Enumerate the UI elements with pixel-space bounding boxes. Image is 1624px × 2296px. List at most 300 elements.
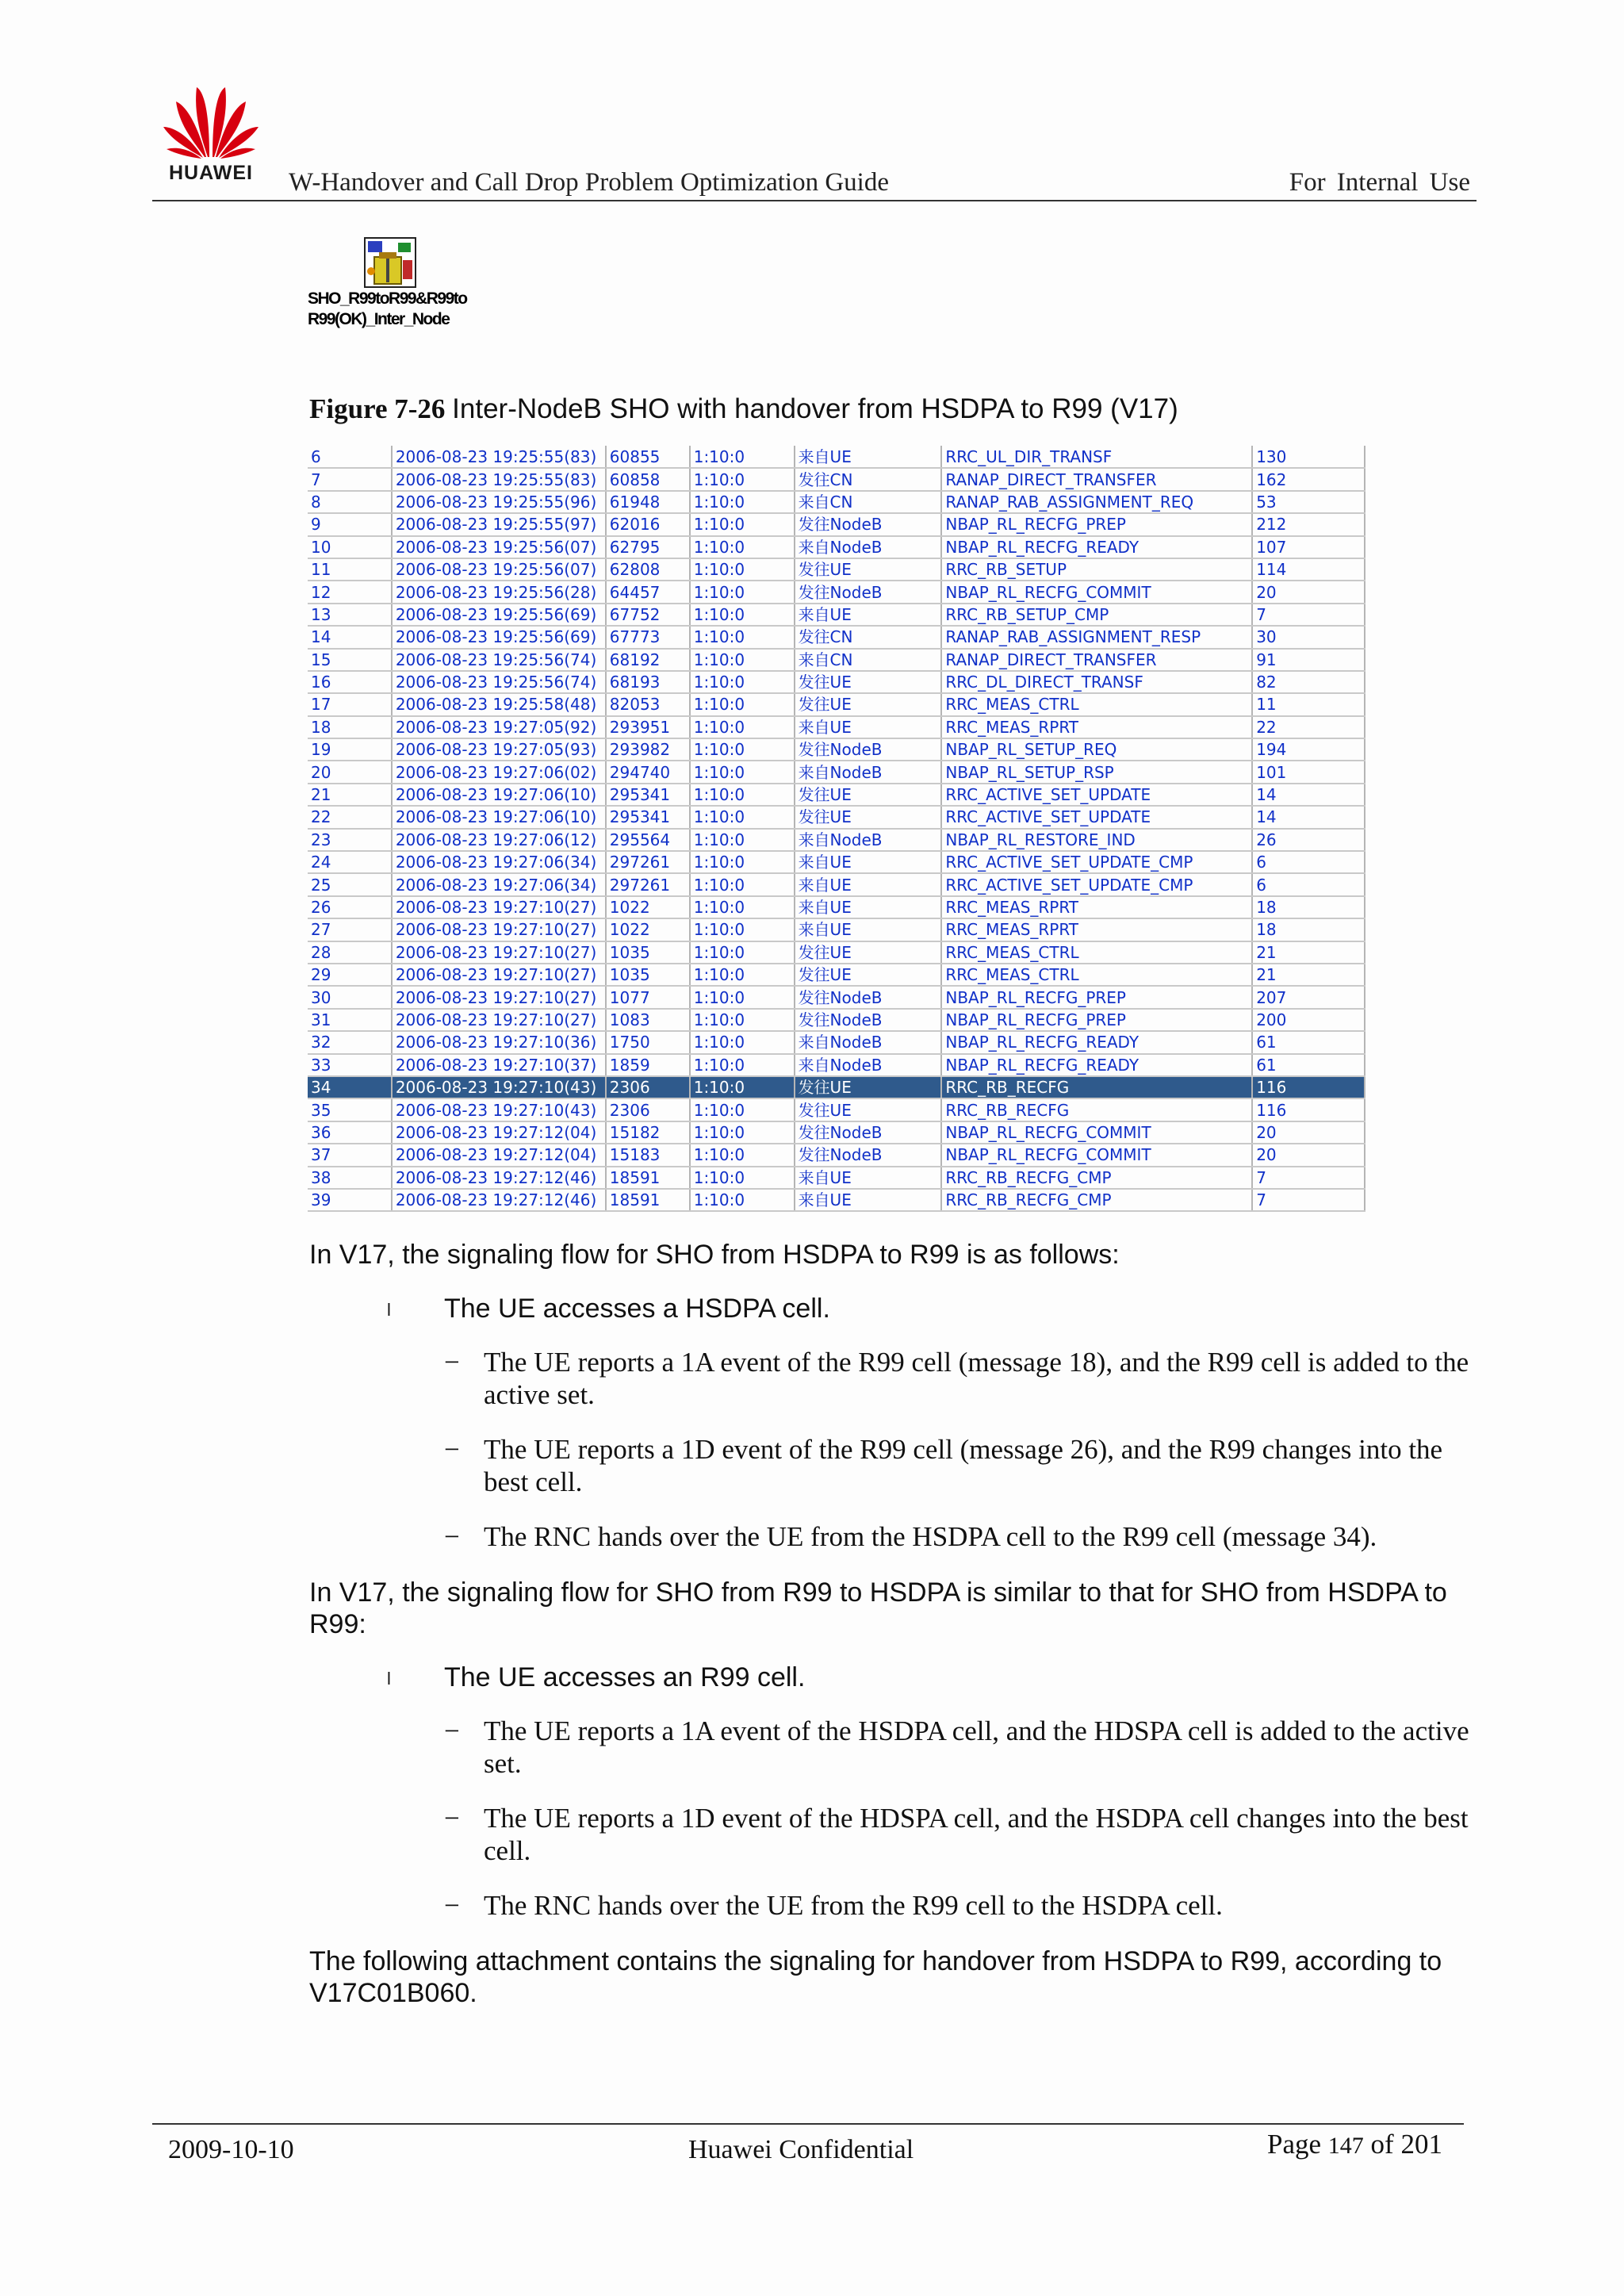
cell-length: 82 (1252, 671, 1365, 693)
cell-direction: 发往NodeB (795, 1144, 942, 1166)
cell-message: RRC_MEAS_CTRL (941, 941, 1252, 964)
cell-time: 2006-08-23 19:27:12(46) (392, 1167, 606, 1189)
cell-direction: 来自NodeB (795, 1054, 942, 1076)
cell-version: 1:10:0 (690, 1189, 795, 1211)
cell-length: 6 (1252, 873, 1365, 895)
cell-time: 2006-08-23 19:27:10(43) (392, 1076, 606, 1098)
page-number (1267, 2129, 1442, 2160)
figure-caption (309, 393, 1178, 425)
cell-direction: 发往NodeB (795, 1121, 942, 1144)
cell-id: 1035 (606, 964, 690, 986)
cell-length: 20 (1252, 1121, 1365, 1144)
cell-direction: 发往UE (795, 558, 942, 581)
cell-message: RRC_ACTIVE_SET_UPDATE_CMP (941, 851, 1252, 873)
cell-length: 101 (1252, 761, 1365, 783)
cell-id: 297261 (606, 851, 690, 873)
cell-direction: 发往CN (795, 468, 942, 490)
cell-id: 62016 (606, 513, 690, 535)
bullet-text: The UE accesses a HSDPA cell. (444, 1294, 830, 1324)
cell-length: 21 (1252, 941, 1365, 964)
sub-item-text: The UE reports a 1A event of the HSDPA cell, and the HDSPA cell is added to the active set. (484, 1715, 1469, 1779)
cell-seq: 30 (308, 986, 392, 1008)
table-row[interactable] (308, 468, 1365, 490)
cell-message: RANAP_RAB_ASSIGNMENT_RESP (941, 626, 1252, 648)
cell-version: 1:10:0 (690, 1076, 795, 1098)
cell-seq: 15 (308, 649, 392, 671)
cell-time: 2006-08-23 19:25:58(48) (392, 693, 606, 715)
footer-confidential: Huawei Confidential (688, 2135, 914, 2164)
page-prefix: Page (1267, 2129, 1328, 2160)
cell-id: 295341 (606, 806, 690, 828)
cell-id: 295341 (606, 784, 690, 806)
cell-message: RRC_ACTIVE_SET_UPDATE (941, 806, 1252, 828)
cell-time: 2006-08-23 19:25:56(07) (392, 558, 606, 581)
cell-direction: 发往UE (795, 784, 942, 806)
table-row[interactable] (308, 1009, 1365, 1031)
cell-version: 1:10:0 (690, 1098, 795, 1121)
bullet-text: The UE accesses an R99 cell. (444, 1662, 806, 1692)
table-row[interactable] (308, 851, 1365, 873)
cell-direction: 发往CN (795, 626, 942, 648)
cell-id: 68193 (606, 671, 690, 693)
table-row[interactable] (308, 1031, 1365, 1053)
classification-label: For Internal Use (1289, 168, 1470, 197)
cell-direction: 来自UE (795, 873, 942, 895)
cell-length: 130 (1252, 446, 1365, 468)
cell-id: 67773 (606, 626, 690, 648)
cell-time: 2006-08-23 19:25:56(74) (392, 649, 606, 671)
dash-mark: − (444, 1347, 460, 1378)
header-divider (152, 200, 1477, 201)
cell-length: 7 (1252, 604, 1365, 626)
cell-direction: 发往UE (795, 806, 942, 828)
cell-seq: 33 (308, 1054, 392, 1076)
cell-seq: 26 (308, 896, 392, 918)
cell-id: 68192 (606, 649, 690, 671)
table-row[interactable] (308, 671, 1365, 693)
cell-direction: 来自NodeB (795, 536, 942, 558)
attachment-filename-line2: R99(OK)_Inter_Node (308, 310, 450, 328)
cell-seq: 7 (308, 468, 392, 490)
cell-length: 194 (1252, 738, 1365, 761)
cell-time: 2006-08-23 19:25:56(69) (392, 626, 606, 648)
huawei-petals-icon (162, 82, 260, 159)
cell-length: 14 (1252, 806, 1365, 828)
cell-direction: 来自UE (795, 918, 942, 941)
bullet-item-1 (387, 1293, 830, 1326)
sub-item-1a (444, 1346, 1475, 1411)
sub-item-text: The UE reports a 1A event of the R99 cell (message 18), and the R99 cell is added to the active set. (484, 1347, 1469, 1410)
cell-length: 116 (1252, 1076, 1365, 1098)
intro-paragraph-1: In V17, the signaling flow for SHO from HSDPA to R99 is as follows: (309, 1240, 1120, 1270)
cell-id: 15182 (606, 1121, 690, 1144)
cell-id: 1083 (606, 1009, 690, 1031)
cell-time: 2006-08-23 19:27:12(04) (392, 1121, 606, 1144)
cell-time: 2006-08-23 19:25:55(97) (392, 513, 606, 535)
cell-length: 162 (1252, 468, 1365, 490)
cell-length: 7 (1252, 1189, 1365, 1211)
cell-time: 2006-08-23 19:27:10(37) (392, 1054, 606, 1076)
cell-version: 1:10:0 (690, 693, 795, 715)
cell-seq: 17 (308, 693, 392, 715)
cell-message: NBAP_RL_SETUP_RSP (941, 761, 1252, 783)
cell-message: RRC_MEAS_RPRT (941, 918, 1252, 941)
cell-direction: 来自NodeB (795, 761, 942, 783)
cell-length: 114 (1252, 558, 1365, 581)
cell-message: NBAP_RL_RECFG_COMMIT (941, 1144, 1252, 1166)
signaling-trace-table (308, 446, 1365, 1212)
cell-id: 18591 (606, 1189, 690, 1211)
dash-mark: − (444, 1521, 460, 1552)
cell-time: 2006-08-23 19:25:56(74) (392, 671, 606, 693)
cell-length: 61 (1252, 1054, 1365, 1076)
cell-id: 1022 (606, 918, 690, 941)
table-row[interactable] (308, 1098, 1365, 1121)
intro-paragraph-2: In V17, the signaling flow for SHO from R99 to HSDPA is similar to that for SHO from HSDPA to R99: (309, 1577, 1447, 1639)
cell-seq: 10 (308, 536, 392, 558)
bullet-item-2 (387, 1662, 805, 1695)
cell-direction: 发往UE (795, 964, 942, 986)
cell-seq: 38 (308, 1167, 392, 1189)
footer-divider (152, 2123, 1464, 2125)
cell-seq: 37 (308, 1144, 392, 1166)
table-row[interactable] (308, 581, 1365, 603)
table-row[interactable] (308, 446, 1365, 468)
cell-message: RRC_ACTIVE_SET_UPDATE_CMP (941, 873, 1252, 895)
sub-item-text: The RNC hands over the UE from the HSDPA cell to the R99 cell (message 34). (484, 1521, 1377, 1552)
sub-item-1c (444, 1520, 1475, 1553)
cell-time: 2006-08-23 19:27:06(34) (392, 873, 606, 895)
cell-message: RRC_MEAS_RPRT (941, 896, 1252, 918)
cell-version: 1:10:0 (690, 761, 795, 783)
cell-message: RRC_MEAS_CTRL (941, 693, 1252, 715)
dash-mark: − (444, 1434, 460, 1465)
sub-item-text: The UE reports a 1D event of the HDSPA cell, and the HSDPA cell changes into the best cell. (484, 1803, 1469, 1866)
cell-direction: 来自UE (795, 851, 942, 873)
table-row[interactable] (308, 693, 1365, 715)
cell-seq: 9 (308, 513, 392, 535)
page-current: 147 (1327, 2133, 1364, 2159)
cell-id: 62808 (606, 558, 690, 581)
cell-version: 1:10:0 (690, 806, 795, 828)
table-row[interactable] (308, 941, 1365, 964)
table-row[interactable] (308, 1189, 1365, 1211)
cell-time: 2006-08-23 19:27:06(10) (392, 784, 606, 806)
table-row[interactable] (308, 761, 1365, 783)
table-row[interactable] (308, 649, 1365, 671)
sub-item-1b (444, 1433, 1475, 1498)
cell-message: RRC_RB_RECFG_CMP (941, 1167, 1252, 1189)
cell-id: 1035 (606, 941, 690, 964)
cell-seq: 31 (308, 1009, 392, 1031)
table-row[interactable] (308, 986, 1365, 1008)
cell-message: RRC_MEAS_RPRT (941, 716, 1252, 738)
cell-direction: 发往UE (795, 1098, 942, 1121)
table-row[interactable] (308, 806, 1365, 828)
table-row[interactable] (308, 784, 1365, 806)
cell-version: 1:10:0 (690, 829, 795, 851)
cell-seq: 29 (308, 964, 392, 986)
cell-length: 30 (1252, 626, 1365, 648)
cell-time: 2006-08-23 19:27:06(10) (392, 806, 606, 828)
attachment-filename-line1: SHO_R99toR99&R99to (308, 289, 467, 308)
cell-message: NBAP_RL_RECFG_READY (941, 536, 1252, 558)
cell-seq: 12 (308, 581, 392, 603)
cell-id: 61948 (606, 491, 690, 513)
cell-direction: 来自UE (795, 446, 942, 468)
cell-id: 2306 (606, 1098, 690, 1121)
cell-version: 1:10:0 (690, 851, 795, 873)
cell-length: 61 (1252, 1031, 1365, 1053)
cell-id: 67752 (606, 604, 690, 626)
cell-id: 294740 (606, 761, 690, 783)
cell-id: 62795 (606, 536, 690, 558)
cell-message: RRC_RB_SETUP_CMP (941, 604, 1252, 626)
cell-message: NBAP_RL_RECFG_READY (941, 1031, 1252, 1053)
cell-time: 2006-08-23 19:27:10(27) (392, 964, 606, 986)
cell-length: 107 (1252, 536, 1365, 558)
cell-direction: 来自UE (795, 1189, 942, 1211)
cell-seq: 32 (308, 1031, 392, 1053)
cell-length: 53 (1252, 491, 1365, 513)
cell-version: 1:10:0 (690, 649, 795, 671)
cell-length: 20 (1252, 581, 1365, 603)
cell-length: 116 (1252, 1098, 1365, 1121)
cell-version: 1:10:0 (690, 626, 795, 648)
table-row[interactable] (308, 873, 1365, 895)
cell-seq: 23 (308, 829, 392, 851)
table-row[interactable] (308, 1121, 1365, 1144)
table-row[interactable] (308, 536, 1365, 558)
cell-time: 2006-08-23 19:27:10(43) (392, 1098, 606, 1121)
cell-version: 1:10:0 (690, 671, 795, 693)
table-row[interactable] (308, 964, 1365, 986)
cell-time: 2006-08-23 19:27:10(36) (392, 1031, 606, 1053)
cell-seq: 28 (308, 941, 392, 964)
cell-message: NBAP_RL_RECFG_PREP (941, 513, 1252, 535)
cell-id: 1750 (606, 1031, 690, 1053)
cell-version: 1:10:0 (690, 1009, 795, 1031)
cell-direction: 来自UE (795, 1167, 942, 1189)
cell-direction: 发往NodeB (795, 513, 942, 535)
cell-message: RANAP_RAB_ASSIGNMENT_REQ (941, 491, 1252, 513)
cell-id: 293951 (606, 716, 690, 738)
cell-version: 1:10:0 (690, 873, 795, 895)
cell-time: 2006-08-23 19:25:55(83) (392, 468, 606, 490)
cell-message: RRC_DL_DIRECT_TRANSF (941, 671, 1252, 693)
cell-seq: 35 (308, 1098, 392, 1121)
cell-message: NBAP_RL_RECFG_COMMIT (941, 1121, 1252, 1144)
cell-direction: 发往NodeB (795, 1009, 942, 1031)
cell-version: 1:10:0 (690, 1144, 795, 1166)
cell-version: 1:10:0 (690, 738, 795, 761)
compressed-archive-icon[interactable] (363, 236, 417, 289)
cell-id: 64457 (606, 581, 690, 603)
cell-id: 60858 (606, 468, 690, 490)
cell-version: 1:10:0 (690, 918, 795, 941)
cell-message: RRC_RB_SETUP (941, 558, 1252, 581)
cell-time: 2006-08-23 19:27:10(27) (392, 896, 606, 918)
cell-id: 18591 (606, 1167, 690, 1189)
cell-length: 207 (1252, 986, 1365, 1008)
cell-id: 2306 (606, 1076, 690, 1098)
table-row[interactable] (308, 626, 1365, 648)
cell-id: 1077 (606, 986, 690, 1008)
cell-length: 21 (1252, 964, 1365, 986)
table-row[interactable] (308, 1076, 1365, 1098)
cell-message: RRC_RB_RECFG (941, 1076, 1252, 1098)
cell-direction: 发往UE (795, 1076, 942, 1098)
cell-time: 2006-08-23 19:27:05(93) (392, 738, 606, 761)
cell-seq: 11 (308, 558, 392, 581)
cell-direction: 来自CN (795, 649, 942, 671)
cell-version: 1:10:0 (690, 558, 795, 581)
cell-length: 91 (1252, 649, 1365, 671)
cell-length: 18 (1252, 896, 1365, 918)
sub-item-2b (444, 1802, 1475, 1867)
cell-direction: 来自CN (795, 491, 942, 513)
cell-version: 1:10:0 (690, 941, 795, 964)
cell-seq: 16 (308, 671, 392, 693)
cell-time: 2006-08-23 19:25:56(07) (392, 536, 606, 558)
cell-seq: 39 (308, 1189, 392, 1211)
cell-id: 1859 (606, 1054, 690, 1076)
figure-number: Figure 7-26 (309, 393, 446, 424)
footer-date: 2009-10-10 (168, 2135, 294, 2164)
cell-direction: 来自NodeB (795, 1031, 942, 1053)
table-row[interactable] (308, 491, 1365, 513)
cell-message: NBAP_RL_RECFG_PREP (941, 1009, 1252, 1031)
table-row[interactable] (308, 829, 1365, 851)
cell-message: RRC_RB_RECFG_CMP (941, 1189, 1252, 1211)
cell-message: NBAP_RL_RECFG_PREP (941, 986, 1252, 1008)
cell-length: 14 (1252, 784, 1365, 806)
cell-length: 7 (1252, 1167, 1365, 1189)
cell-seq: 6 (308, 446, 392, 468)
cell-direction: 发往NodeB (795, 581, 942, 603)
cell-seq: 14 (308, 626, 392, 648)
cell-version: 1:10:0 (690, 581, 795, 603)
figure-title: Inter-NodeB SHO with handover from HSDPA to R99 (V17) (452, 393, 1178, 424)
cell-message: RRC_MEAS_CTRL (941, 964, 1252, 986)
cell-direction: 发往UE (795, 693, 942, 715)
dash-mark: − (444, 1890, 460, 1921)
attachment-filename[interactable] (308, 289, 482, 330)
cell-version: 1:10:0 (690, 536, 795, 558)
table-row[interactable] (308, 716, 1365, 738)
cell-time: 2006-08-23 19:25:55(96) (392, 491, 606, 513)
closing-paragraph: The following attachment contains the signaling for handover from HSDPA to R99, according to V17C01B060. (309, 1946, 1442, 2008)
table-row[interactable] (308, 896, 1365, 918)
cell-id: 297261 (606, 873, 690, 895)
cell-time: 2006-08-23 19:27:06(12) (392, 829, 606, 851)
sub-item-2a (444, 1715, 1475, 1780)
cell-version: 1:10:0 (690, 491, 795, 513)
cell-seq: 19 (308, 738, 392, 761)
cell-direction: 来自UE (795, 604, 942, 626)
cell-direction: 来自UE (795, 896, 942, 918)
cell-length: 212 (1252, 513, 1365, 535)
cell-time: 2006-08-23 19:25:56(69) (392, 604, 606, 626)
table-row[interactable] (308, 558, 1365, 581)
cell-version: 1:10:0 (690, 1054, 795, 1076)
cell-time: 2006-08-23 19:27:12(46) (392, 1189, 606, 1211)
page-total: of 201 (1363, 2129, 1442, 2160)
bullet-mark: l (387, 1300, 391, 1320)
cell-length: 6 (1252, 851, 1365, 873)
cell-message: RRC_RB_RECFG (941, 1098, 1252, 1121)
cell-version: 1:10:0 (690, 468, 795, 490)
cell-version: 1:10:0 (690, 1121, 795, 1144)
cell-time: 2006-08-23 19:27:10(27) (392, 941, 606, 964)
cell-length: 18 (1252, 918, 1365, 941)
cell-length: 20 (1252, 1144, 1365, 1166)
cell-id: 60855 (606, 446, 690, 468)
cell-time: 2006-08-23 19:27:06(02) (392, 761, 606, 783)
cell-message: NBAP_RL_RESTORE_IND (941, 829, 1252, 851)
cell-direction: 来自UE (795, 716, 942, 738)
cell-seq: 21 (308, 784, 392, 806)
huawei-logo (159, 82, 263, 187)
table-row[interactable] (308, 1144, 1365, 1166)
cell-version: 1:10:0 (690, 513, 795, 535)
dash-mark: − (444, 1803, 460, 1834)
sub-item-2c (444, 1889, 1475, 1922)
table-row[interactable] (308, 1167, 1365, 1189)
table-row[interactable] (308, 918, 1365, 941)
cell-id: 295564 (606, 829, 690, 851)
cell-time: 2006-08-23 19:27:10(27) (392, 1009, 606, 1031)
cell-version: 1:10:0 (690, 604, 795, 626)
cell-length: 26 (1252, 829, 1365, 851)
cell-version: 1:10:0 (690, 986, 795, 1008)
cell-seq: 34 (308, 1076, 392, 1098)
cell-message: RRC_UL_DIR_TRANSF (941, 446, 1252, 468)
cell-time: 2006-08-23 19:27:10(27) (392, 986, 606, 1008)
cell-seq: 27 (308, 918, 392, 941)
cell-length: 200 (1252, 1009, 1365, 1031)
table-row[interactable] (308, 738, 1365, 761)
cell-version: 1:10:0 (690, 896, 795, 918)
sub-item-text: The RNC hands over the UE from the R99 cell to the HSDPA cell. (484, 1890, 1223, 1921)
cell-length: 22 (1252, 716, 1365, 738)
cell-direction: 发往NodeB (795, 986, 942, 1008)
cell-version: 1:10:0 (690, 716, 795, 738)
cell-seq: 22 (308, 806, 392, 828)
cell-direction: 来自NodeB (795, 829, 942, 851)
cell-version: 1:10:0 (690, 784, 795, 806)
cell-seq: 18 (308, 716, 392, 738)
cell-time: 2006-08-23 19:27:05(92) (392, 716, 606, 738)
cell-message: RANAP_DIRECT_TRANSFER (941, 468, 1252, 490)
bullet-mark: l (387, 1669, 391, 1689)
cell-message: NBAP_RL_SETUP_REQ (941, 738, 1252, 761)
table-row[interactable] (308, 604, 1365, 626)
table-row[interactable] (308, 513, 1365, 535)
cell-version: 1:10:0 (690, 1031, 795, 1053)
dash-mark: − (444, 1715, 460, 1746)
cell-seq: 20 (308, 761, 392, 783)
cell-id: 82053 (606, 693, 690, 715)
cell-time: 2006-08-23 19:27:12(04) (392, 1144, 606, 1166)
sub-item-text: The UE reports a 1D event of the R99 cell (message 26), and the R99 changes into the best cell. (484, 1434, 1443, 1497)
table-row[interactable] (308, 1054, 1365, 1076)
cell-direction: 发往UE (795, 941, 942, 964)
cell-seq: 13 (308, 604, 392, 626)
cell-message: RRC_ACTIVE_SET_UPDATE (941, 784, 1252, 806)
cell-time: 2006-08-23 19:25:55(83) (392, 446, 606, 468)
cell-message: NBAP_RL_RECFG_READY (941, 1054, 1252, 1076)
